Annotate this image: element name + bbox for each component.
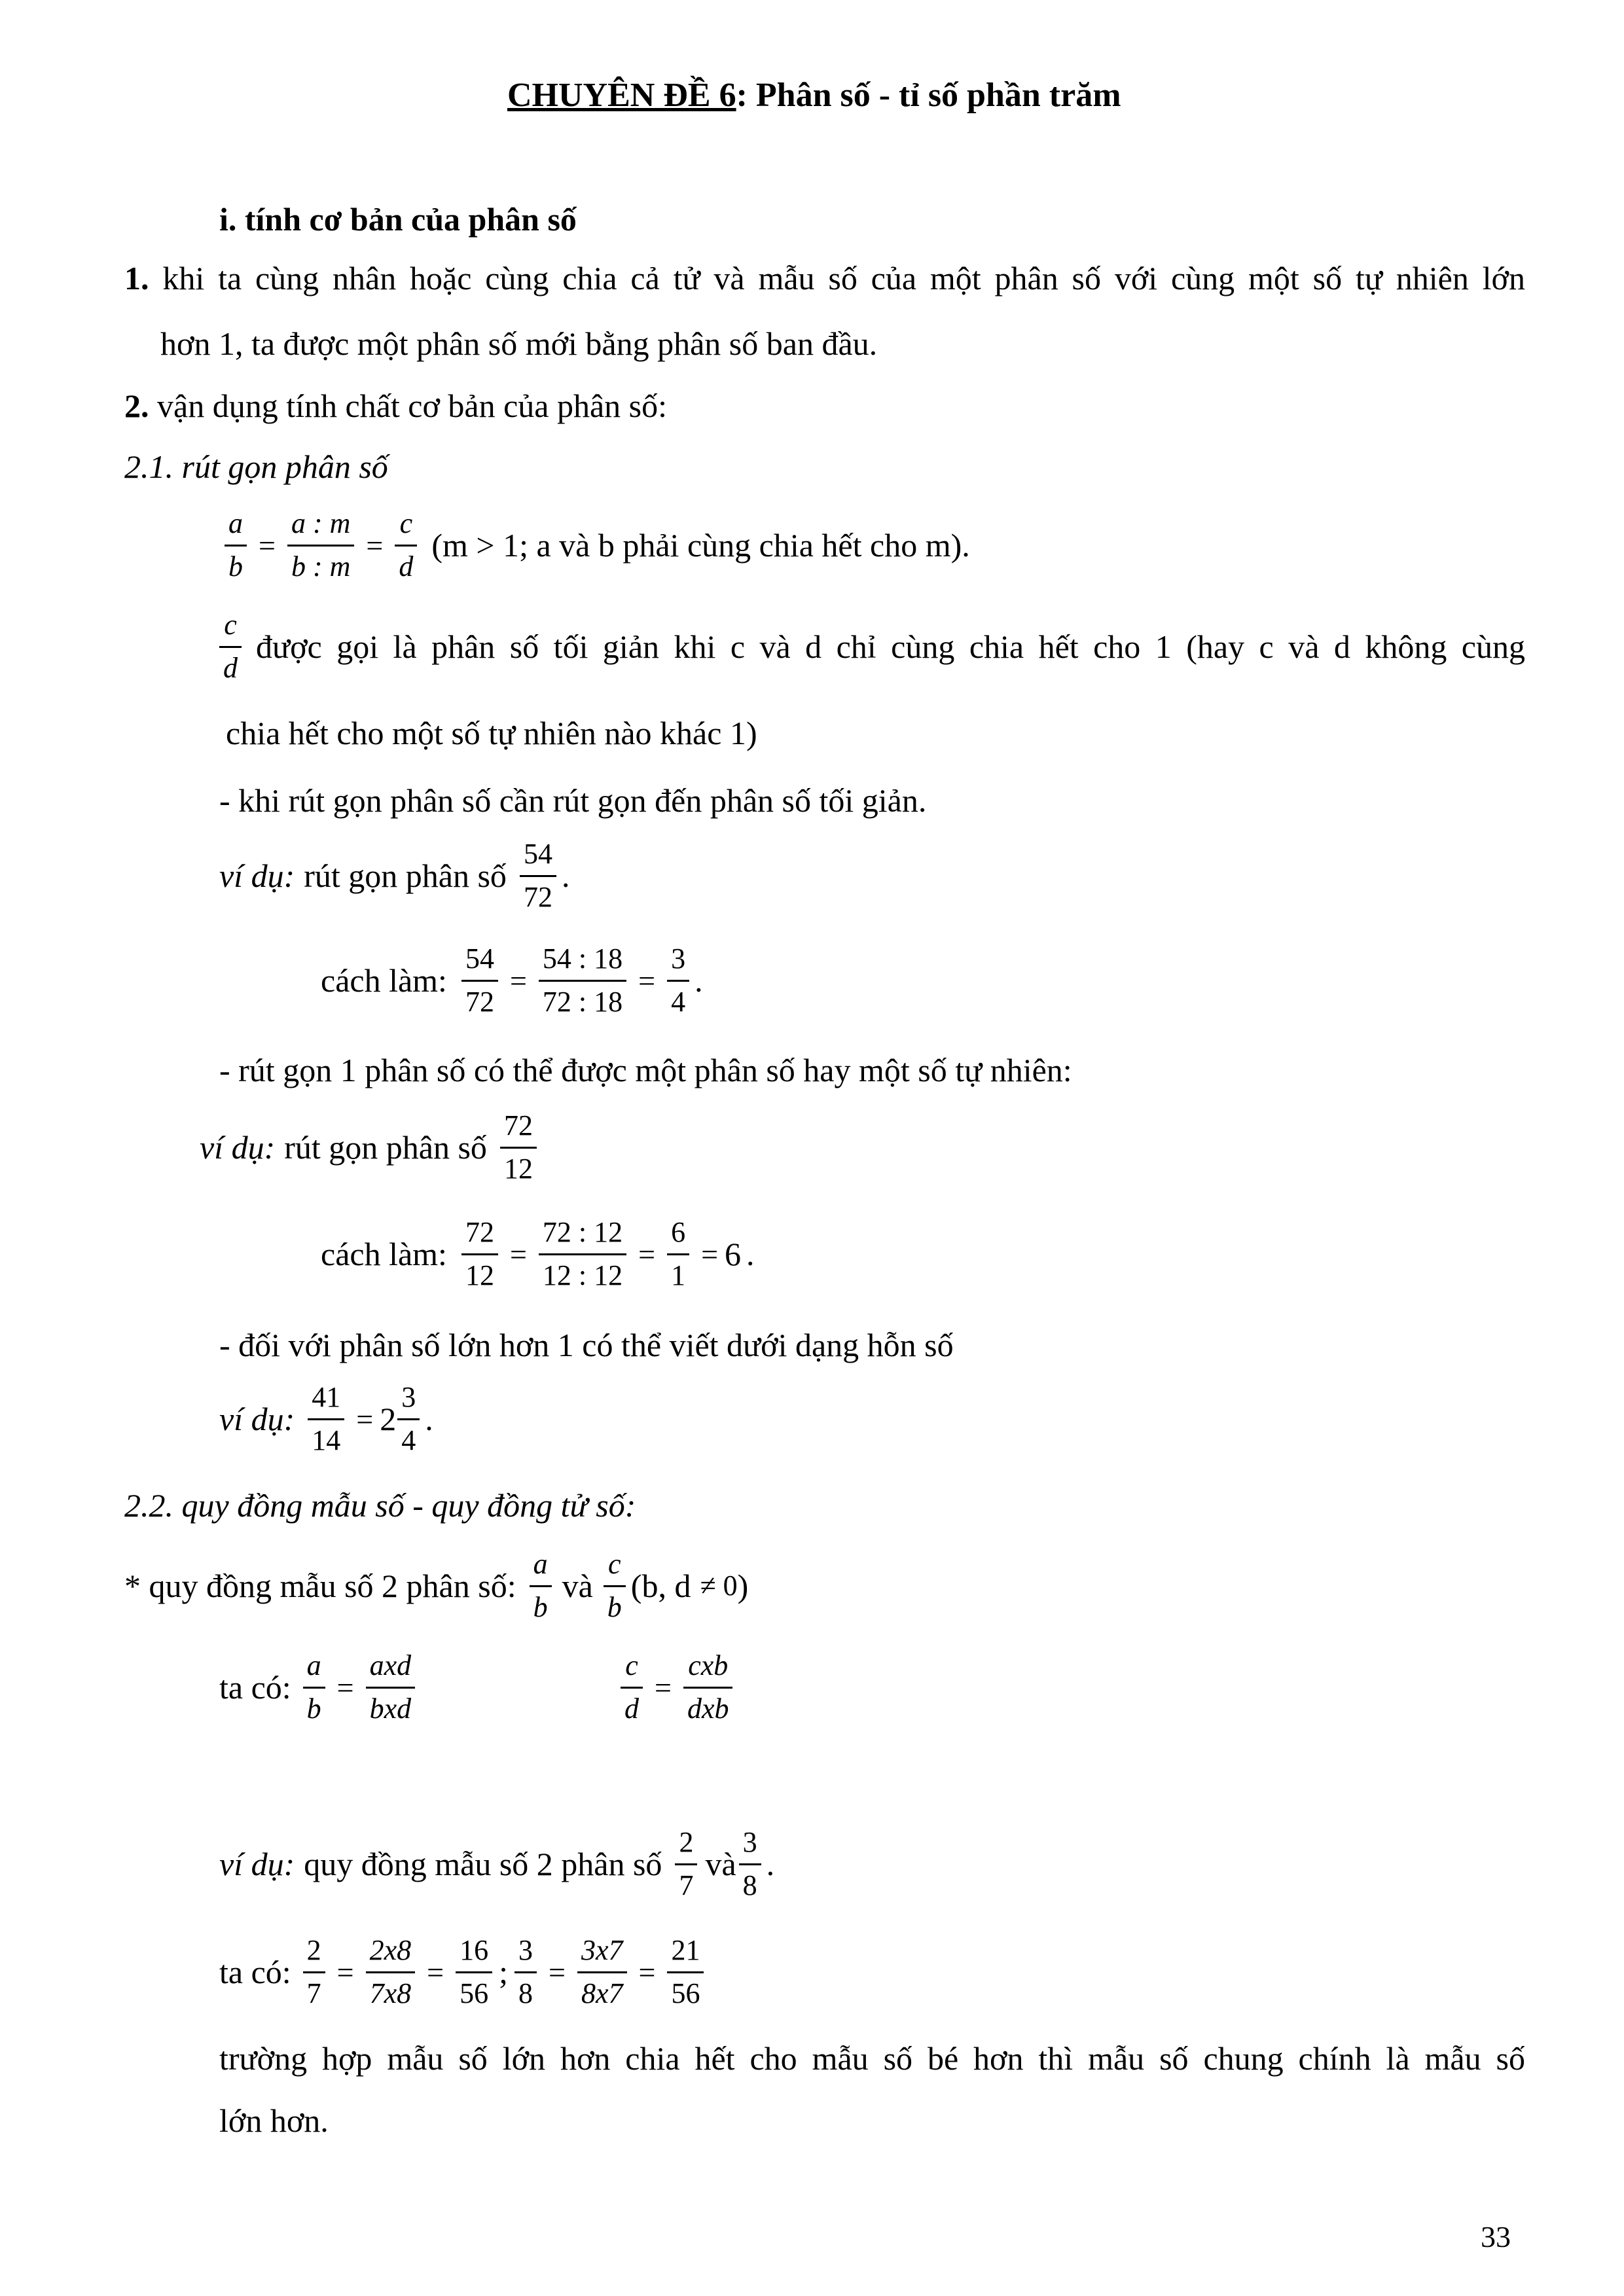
equals-sign: = bbox=[366, 528, 384, 562]
fraction-3-4: $\frac{3}{4}$ bbox=[667, 942, 689, 1018]
fraction-54-72-b: $\frac{54}{72}$ bbox=[461, 942, 498, 1018]
example-2 bbox=[200, 1109, 542, 1185]
note-2: - rút gọn 1 phân số có thể được một phân số hay một số tự nhiên: bbox=[219, 1052, 1072, 1088]
ta-co-label: ta có: bbox=[219, 1954, 291, 1991]
example-1-text: rút gọn phân số bbox=[304, 857, 507, 895]
mixed-whole: 2 bbox=[380, 1401, 397, 1438]
fraction-am-bm: $\frac{a : m}{b : m}$ bbox=[287, 507, 354, 583]
example-1: ví dụ: rút gọn phân số $\frac{54}{72}$ . bbox=[219, 838, 570, 913]
solution-2: cách làm: $\frac{72}{12}$ = $\frac{72 : 12}{12 : 12}$ = $\frac{6}{1}$ = 6 . bbox=[321, 1216, 755, 1291]
fraction-54div18-72div18: $\frac{54 : 18}{72 : 18}$ bbox=[539, 942, 626, 1018]
solution-label: cách làm: bbox=[321, 1236, 447, 1273]
fraction-16-56: $\frac{16}{56}$ bbox=[456, 1934, 492, 2010]
common-denominator-formula: ta có: $\frac{a}{b}$ = $\frac{\text{axd}}{\text{bxd}}$ bbox=[219, 1649, 420, 1725]
paragraph-1-text: khi ta cùng nhân hoặc cùng chia cả tử và mẫu số của một phân số với cùng một số tự nhiên lớn bbox=[162, 260, 1525, 296]
example-4: ví dụ: quy đồng mẫu số 2 phân số $\frac{2}{7}$ và $\frac{3}{8}$ . bbox=[219, 1826, 775, 1901]
solution-1: cách làm: $\frac{54}{72}$ = $\frac{54 : 18}{72 : 18}$ = $\frac{3}{4}$ . bbox=[321, 942, 703, 1018]
paragraph-2 bbox=[124, 386, 667, 425]
fraction-cxb-dxb: $\frac{\text{cxb}}{\text{dxb}}$ bbox=[683, 1649, 733, 1725]
subsection-2-1: 2.1. rút gọn phân số bbox=[124, 448, 388, 485]
fraction-axd-bxd: $\frac{\text{axd}}{\text{bxd}}$ bbox=[366, 1649, 416, 1725]
fraction-72div12-12div12: $\frac{72 : 12}{12 : 12}$ bbox=[539, 1216, 626, 1292]
example-label: ví dụ: bbox=[219, 857, 295, 895]
section-heading-i: i. tính cơ bản của phân số bbox=[219, 201, 577, 238]
example-label: ví dụ: bbox=[219, 1401, 295, 1438]
equals-sign: = bbox=[259, 528, 276, 562]
fraction-c-b: $\frac{c}{b}$ bbox=[604, 1548, 626, 1624]
fraction-a-b-2: $\frac{a}{b}$ bbox=[530, 1548, 552, 1624]
fraction-54-72: $\frac{54}{72}$ bbox=[520, 838, 556, 914]
page-number: 33 bbox=[1481, 2220, 1511, 2253]
subsection-2-2: 2.2. quy đồng mẫu số - quy đồng tử số: bbox=[124, 1487, 636, 1524]
fraction-c-d-2: $\frac{c}{d}$ bbox=[219, 609, 242, 685]
fraction-c-d-3: $\frac{c}{d}$ bbox=[621, 1649, 643, 1725]
common-denominator-rule: * quy đồng mẫu số 2 phân số: $\frac{a}{b}$ và $\frac{c}{b}$ (b, d ≠ 0 ) bbox=[124, 1548, 749, 1623]
example-2-text: rút gọn phân số bbox=[284, 1129, 487, 1166]
fraction-3-4-mixed: $\frac{3}{4}$ bbox=[397, 1381, 420, 1457]
example-label: ví dụ: bbox=[219, 1846, 295, 1883]
reduction-rule-formula bbox=[219, 507, 970, 583]
solution-label: cách làm: bbox=[321, 962, 447, 999]
fraction-3-8: $\frac{3}{8}$ bbox=[739, 1826, 761, 1902]
fraction-2-7: $\frac{2}{7}$ bbox=[675, 1826, 697, 1902]
rule-condition: (m > 1; a và b phải cùng chia hết cho m). bbox=[431, 527, 970, 564]
common-denominator-formula-2: $\frac{c}{d}$ = $\frac{\text{cxb}}{\text{dxb}}$ bbox=[615, 1649, 738, 1725]
note-3: - đối với phân số lớn hơn 1 có thể viết dưới dạng hỗn số bbox=[219, 1327, 954, 1363]
fraction-6-1: $\frac{6}{1}$ bbox=[667, 1216, 689, 1292]
fraction-21-56: $\frac{21}{56}$ bbox=[667, 1934, 704, 2010]
fraction-72-12-b: $\frac{72}{12}$ bbox=[461, 1216, 498, 1292]
solution-4: ta có: $\frac{2}{7}$ = $\frac{2x8}{7x8}$ = $\frac{16}{56}$ ; $\frac{3}{8}$ = $\frac{3x7}{8x7}$ = $\frac{21}{56}$ bbox=[219, 1934, 709, 2010]
fraction-a-b-3: $\frac{a}{b}$ bbox=[303, 1649, 325, 1725]
irreducible-continuation: chia hết cho một số tự nhiên nào khác 1) bbox=[226, 715, 757, 751]
example-4-text: quy đồng mẫu số 2 phân số bbox=[304, 1846, 662, 1883]
ta-co-label: ta có: bbox=[219, 1669, 291, 1706]
fraction-3-8-b: $\frac{3}{8}$ bbox=[514, 1934, 537, 2010]
fraction-a-b: $\frac{a}{b}$ bbox=[225, 507, 247, 583]
note-4: trường hợp mẫu số lớn hơn chia hết cho mẫu số bé hơn thì mẫu số chung chính là mẫu số bbox=[219, 2040, 1525, 2077]
paragraph-1-number: 1. bbox=[124, 260, 149, 296]
paragraph-2-text: vận dụng tính chất cơ bản của phân số: bbox=[157, 387, 668, 424]
fraction-c-d: $\frac{c}{d}$ bbox=[395, 507, 417, 583]
page-title bbox=[507, 75, 1121, 116]
title-prefix: CHUYÊN ĐỀ 6 bbox=[507, 77, 736, 114]
fraction-41-14: $\frac{41}{14}$ bbox=[308, 1381, 344, 1457]
irreducible-definition bbox=[219, 609, 1525, 685]
title-rest: : Phân số - tỉ số phần trăm bbox=[736, 77, 1121, 114]
fraction-2-7-b: $\frac{2}{7}$ bbox=[303, 1934, 325, 2010]
note-1: - khi rút gọn phân số cần rút gọn đến phân số tối giản. bbox=[219, 782, 927, 819]
irreducible-text: được gọi là phân số tối giản khi c và d chỉ cùng chia hết cho 1 (hay c và d không cùng bbox=[256, 628, 1525, 666]
fraction-72-12: $\frac{72}{12}$ bbox=[500, 1109, 537, 1185]
result-6: 6 bbox=[725, 1236, 742, 1273]
fraction-3x7-8x7: $\frac{3x7}{8x7}$ bbox=[577, 1934, 627, 2010]
note-4-continuation: lớn hơn. bbox=[219, 2102, 329, 2139]
paragraph-2-number: 2. bbox=[124, 387, 149, 424]
common-text: * quy đồng mẫu số 2 phân số: bbox=[124, 1568, 516, 1605]
paragraph-1 bbox=[124, 259, 1525, 298]
fraction-2x8-7x8: $\frac{2x8}{7x8}$ bbox=[366, 1934, 416, 2010]
paragraph-1-continuation: hơn 1, ta được một phân số mới bằng phân số ban đầu. bbox=[160, 325, 878, 362]
example-label: ví dụ: bbox=[200, 1129, 276, 1166]
example-3: ví dụ: $\frac{41}{14}$ = 2 $\frac{3}{4}$ . bbox=[219, 1381, 433, 1456]
